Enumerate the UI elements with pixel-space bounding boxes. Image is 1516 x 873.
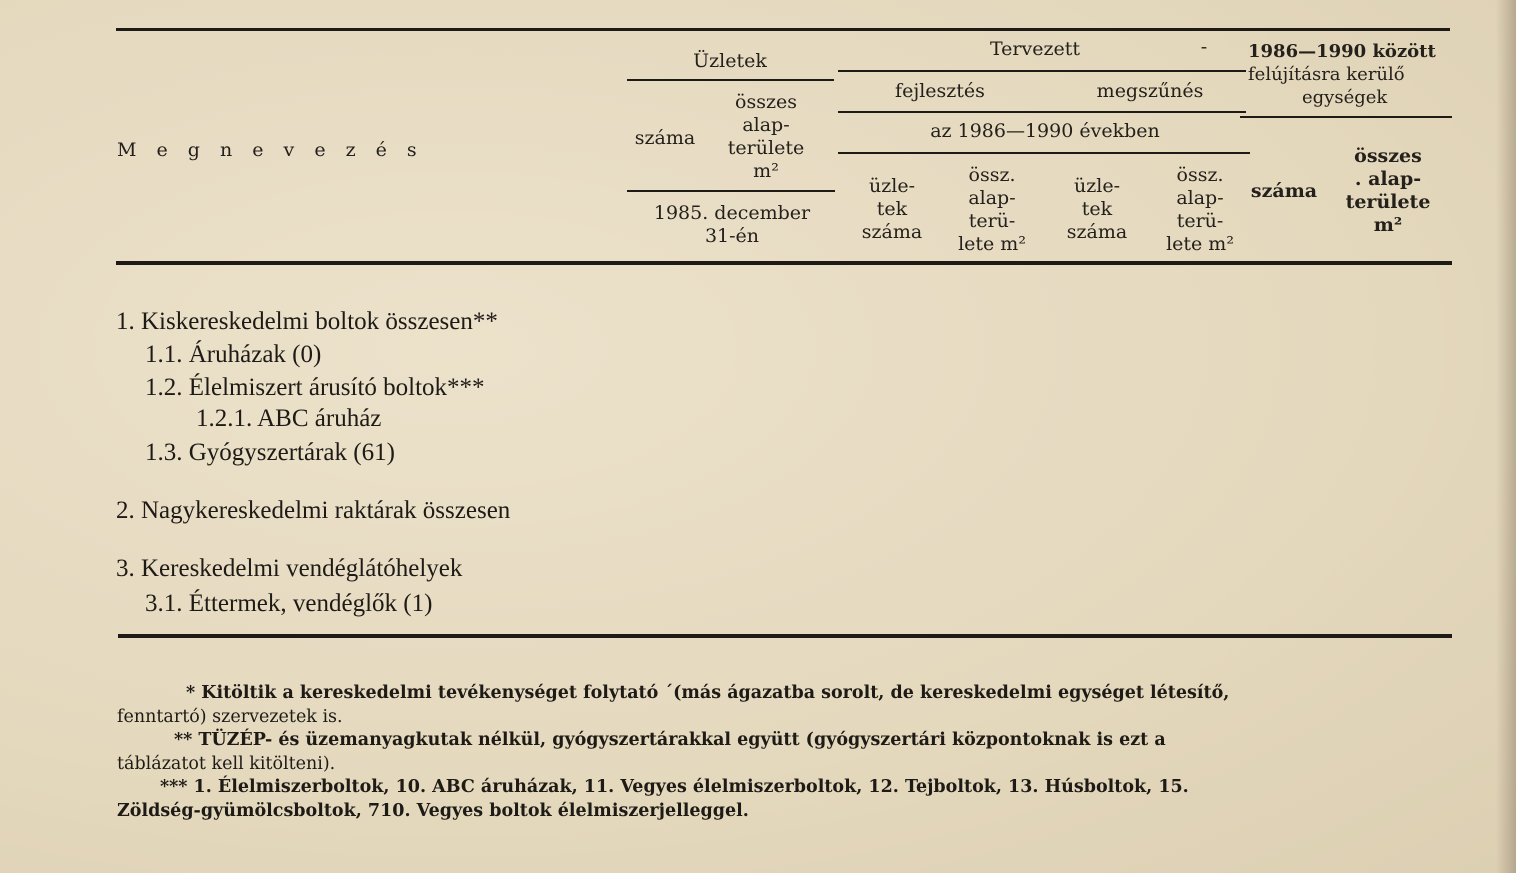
fejlesztes-underline [838,111,1246,113]
row-gyogyszertarak: 1.3. Gyógyszertárak (61) [145,439,395,466]
header-felujitas: 1986—1990 között felújításra kerülő egységek [1248,41,1436,108]
header-megnevezes: M e g n e v e z é s [117,139,424,161]
area-underline [627,190,835,192]
felujitas-underline [1240,116,1452,118]
header-evekben: az 1986—1990 években [930,120,1160,142]
footnote-1-line-2: fenntartó) szervezetek is. [117,707,343,727]
header-felujitas-osszes-alapterulete: összes . alap- területe m² [1345,145,1431,236]
header-megsz-uzletek-szama: üzle- tek száma [1066,175,1128,243]
header-date: 1985. december 31-én [653,202,811,247]
header-tervezett: Tervezett [989,38,1081,60]
header-osszes-alapterulete: összes alap- területe m² [727,91,805,182]
header-uzletek: Üzletek [693,50,767,72]
table-header-bottom-rule [116,261,1452,265]
row-aruhazak: 1.1. Áruházak (0) [145,341,322,368]
header-dash: - [1200,36,1208,58]
table-top-rule [116,28,1450,31]
header-uzletek-szama: száma [634,127,696,149]
header-megsz-ossz-alapterulete: össz. alap- terü- lete m² [1166,164,1234,255]
row-kiskereskedelmi: 1. Kiskereskedelmi boltok összesen** [116,308,498,335]
footnote-2-line-2: táblázatot kell kitölteni). [117,754,336,774]
row-ettermek: 3.1. Éttermek, vendéglők (1) [145,590,433,617]
header-felujitas-szama: száma [1250,180,1318,202]
header-fejlesztes: fejlesztés [895,80,985,102]
row-abc-aruhaz: 1.2.1. ABC áruház [196,405,382,432]
page-edge-shadow [1496,0,1516,873]
footnote-3-line-1: *** 1. Élelmiszerboltok, 10. ABC áruházak, 11. Vegyes élelmiszerboltok, 12. Tejboltok, 13. Húsboltok, 15. [160,777,1189,797]
row-vendeglato: 3. Kereskedelmi vendéglátóhelyek [116,555,463,582]
row-elelmiszer: 1.2. Élelmiszert árusító boltok*** [145,374,485,401]
header-megszunes: megszűnés [1096,80,1204,102]
row-nagykereskedelmi: 2. Nagykereskedelmi raktárak összesen [116,497,511,524]
header-fejl-ossz-alapterulete: össz. alap- terü- lete m² [958,164,1026,255]
footnote-2-line-1: ** TÜZÉP- és üzemanyagkutak nélkül, gyógyszertárakkal együtt (gyógyszertári központoknak is ezt a [174,730,1166,750]
header-fejl-uzletek-szama: üzle- tek száma [861,175,923,243]
footnote-3-line-2: Zöldség-gyümölcsboltok, 710. Vegyes boltok élelmiszerjelleggel. [117,801,749,821]
footnote-1-line-1: * Kitöltik a kereskedelmi tevékenységet folytató ˊ(más ágazatba sorolt, de kereskedelmi egységet létesítő, [186,683,1230,703]
table-bottom-rule [118,634,1452,638]
tervezett-underline [838,70,1246,72]
uzletek-underline [627,79,834,81]
evekben-underline [838,152,1250,154]
